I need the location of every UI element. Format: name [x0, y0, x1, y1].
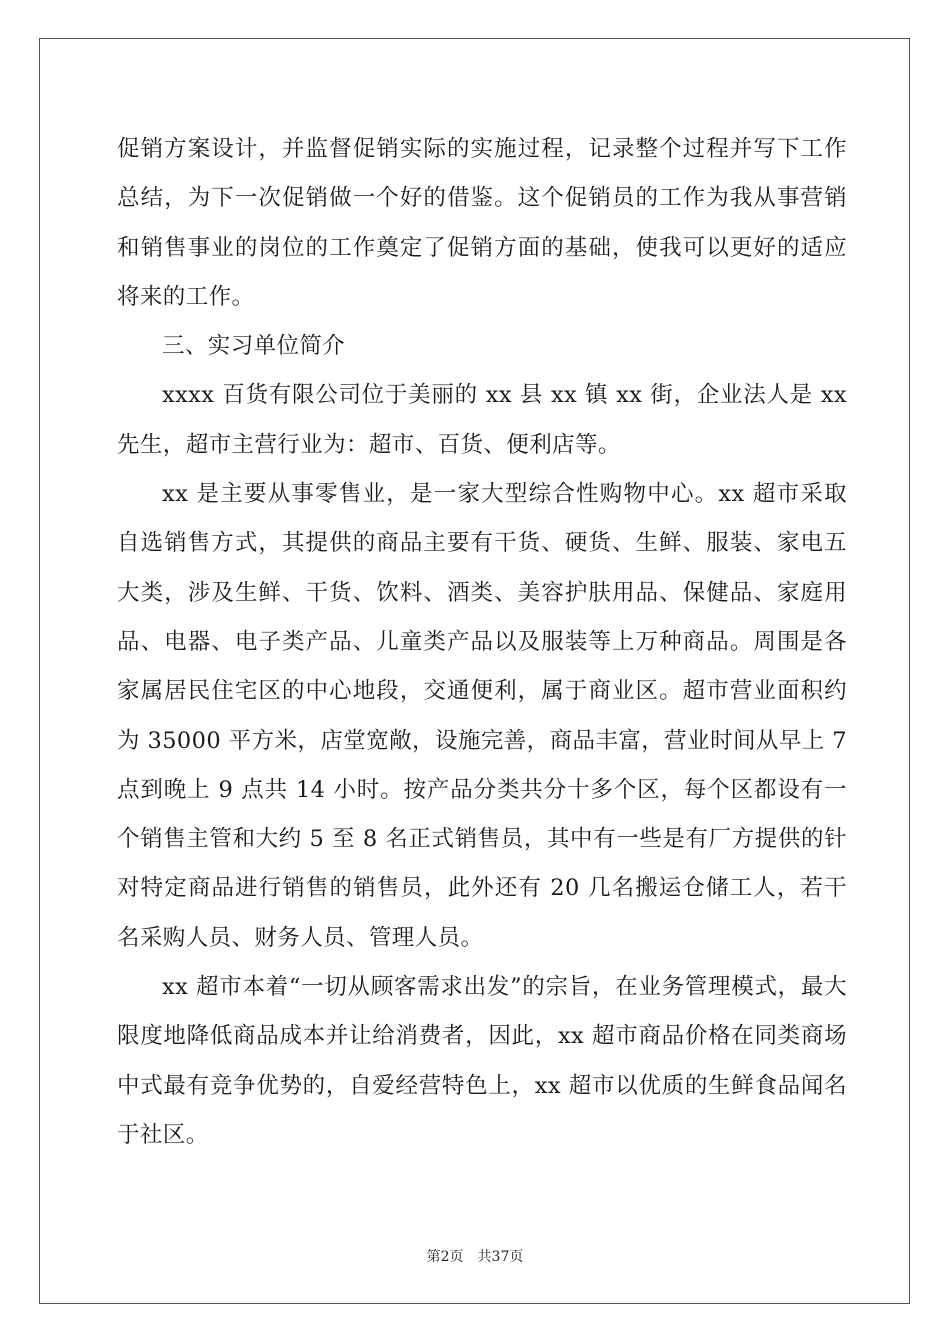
paragraph-store-details: xx 是主要从事零售业，是一家大型综合性购物中心。xx 超市采取自选销售方式，其提供的商品主要有干货、硬货、生鲜、服装、家电五大类，涉及生鲜、干货、饮料、酒类、美容护肤用品、保健品、家庭用品、电器、电子类产品、儿童类产品以及服装等上万种商品。周围是各家属居民住宅区的中心地段，交通便利，属于商业区。超市营业面积约为 35000 平方米，店堂宽敞，设施完善，商品丰富，营业时间从早上 7 点到晚上 9 点共 14 小时。按产品分类共分十多个区，每个区都设有一个销售主管和大约 5 至 8 名正式销售员，其中有一些是有厂方提供的针对特定商品进行销售的销售员，此外还有 20 几名搬运仓储工人，若干名采购人员、财务人员、管理人员。: [117, 481, 847, 951]
section-heading: 三、实习单位简介: [162, 333, 346, 360]
document-body: [117, 125, 847, 1160]
page-total: 共37页: [477, 1249, 524, 1265]
page-footer: [0, 1246, 950, 1266]
page-number: 第2页: [426, 1249, 464, 1265]
paragraph-store-philosophy: xx 超市本着“一切从顾客需求出发”的宗旨，在业务管理模式，最大限度地降低商品成本并让给消费者，因此，xx 超市商品价格在同类商场中式最有竞争优势的，自爱经营特色上，xx 超市以优质的生鲜食品闻名于社区。: [117, 974, 847, 1148]
paragraph-company-intro: xxxx 百货有限公司位于美丽的 xx 县 xx 镇 xx 街，企业法人是 xx 先生，超市主营行业为：超市、百货、便利店等。: [117, 382, 847, 458]
paragraph-continuation: 促销方案设计，并监督促销实际的实施过程，记录整个过程并写下工作总结，为下一次促销做一个好的借鉴。这个促销员的工作为我从事营销和销售事业的岗位的工作奠定了促销方面的基础，使我可以更好的适应将来的工作。: [117, 136, 847, 310]
